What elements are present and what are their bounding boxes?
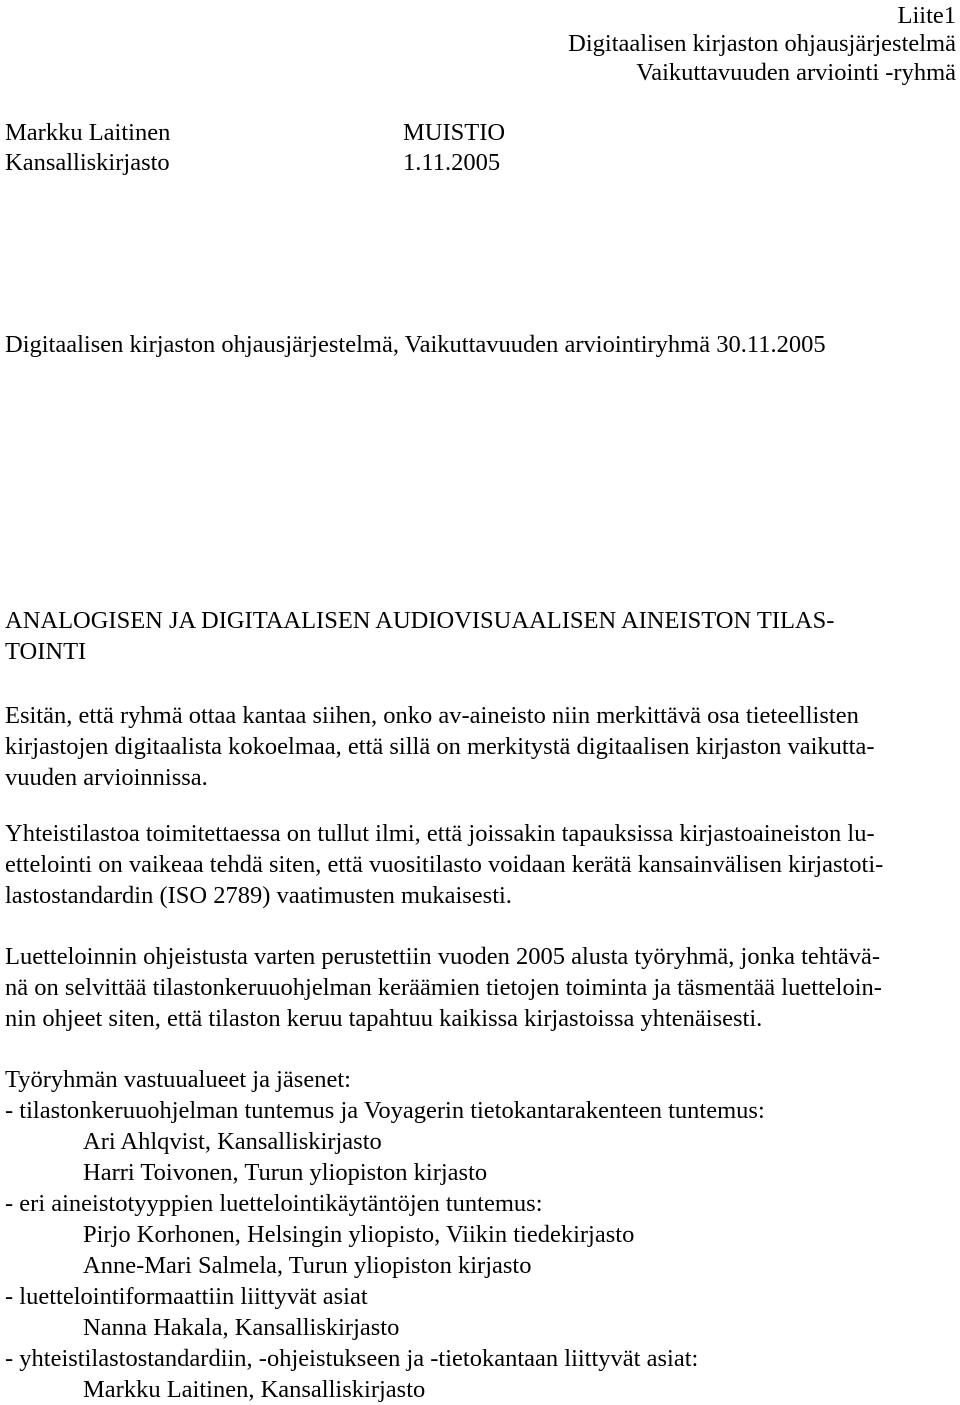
responsibility-area: - yhteistilastostandardiin, -ohjeistukseen ja -tietokantaan liittyvät asiat: bbox=[5, 1345, 699, 1372]
paragraph-line: lastostandardin (ISO 2789) vaatimusten mukaisesti. bbox=[5, 882, 512, 909]
member-name: Markku Laitinen, Kansalliskirjasto bbox=[83, 1376, 426, 1403]
paragraph-line: nä on selvittää tilastonkeruuohjelman keräämien tietojen toiminta ja täsmentää luetteloin- bbox=[5, 974, 882, 1001]
document-date: 1.11.2005 bbox=[403, 149, 501, 176]
paragraph-1 bbox=[5, 700, 957, 793]
paragraph-line: ettelointi on vaikeaa tehdä siten, että vuositilasto voidaan kerätä kansainvälisen kirjastoti- bbox=[5, 851, 884, 878]
paragraph-3 bbox=[5, 941, 957, 1034]
document-type: MUISTIO bbox=[403, 119, 506, 146]
paragraph-line: vuuden arvioinnissa. bbox=[5, 764, 208, 791]
responsibility-area: - eri aineistotyyppien luettelointikäytäntöjen tuntemus: bbox=[5, 1190, 543, 1217]
member-name: Anne-Mari Salmela, Turun yliopiston kirjasto bbox=[83, 1252, 532, 1279]
paragraph-line: Luetteloinnin ohjeistusta varten perustettiin vuoden 2005 alusta työryhmä, jonka tehtävä- bbox=[5, 943, 880, 970]
member-name: Ari Ahlqvist, Kansalliskirjasto bbox=[83, 1128, 382, 1155]
members-section bbox=[5, 1064, 957, 1405]
paragraph-line: Yhteistilastoa toimitettaessa on tullut ilmi, että joissakin tapauksissa kirjastoaineiston lu- bbox=[5, 820, 875, 847]
member-name: Harri Toivonen, Turun yliopiston kirjasto bbox=[83, 1159, 488, 1186]
header-org-line-1: Digitaalisen kirjaston ohjausjärjestelmä bbox=[568, 30, 956, 57]
paragraph-line: nin ohjeet siten, että tilaston keruu tapahtuu kaikissa kirjastoissa yhtenäisesti. bbox=[5, 1005, 763, 1032]
responsibility-area: - luettelointiformaattiin liittyvät asiat bbox=[5, 1283, 368, 1310]
author-organization: Kansalliskirjasto bbox=[5, 149, 170, 176]
member-name: Pirjo Korhonen, Helsingin yliopisto, Viikin tiedekirjasto bbox=[83, 1221, 635, 1248]
paragraph-line: kirjastojen digitaalista kokoelmaa, että sillä on merkitystä digitaalisen kirjaston vaikutta- bbox=[5, 733, 875, 760]
author-name: Markku Laitinen bbox=[5, 119, 171, 146]
attachment-label: Liite1 bbox=[897, 2, 956, 29]
title-line-1: ANALOGISEN JA DIGITAALISEN AUDIOVISUAALISEN AINEISTON TILAS- bbox=[5, 607, 835, 634]
title-line-2: TOINTI bbox=[5, 638, 87, 665]
responsibility-area: - tilastonkeruuohjelman tuntemus ja Voyagerin tietokantarakenteen tuntemus: bbox=[5, 1097, 765, 1124]
meeting-line: Digitaalisen kirjaston ohjausjärjestelmä, Vaikuttavuuden arviointiryhmä 30.11.2005 bbox=[5, 331, 826, 358]
paragraph-2 bbox=[5, 818, 957, 911]
paragraph-line: Esitän, että ryhmä ottaa kantaa siihen, onko av-aineisto niin merkittävä osa tieteellisten bbox=[5, 702, 859, 729]
header-org-line-2: Vaikuttavuuden arviointi -ryhmä bbox=[636, 59, 956, 86]
member-name: Nanna Hakala, Kansalliskirjasto bbox=[83, 1314, 400, 1341]
members-heading: Työryhmän vastuualueet ja jäsenet: bbox=[5, 1066, 351, 1093]
